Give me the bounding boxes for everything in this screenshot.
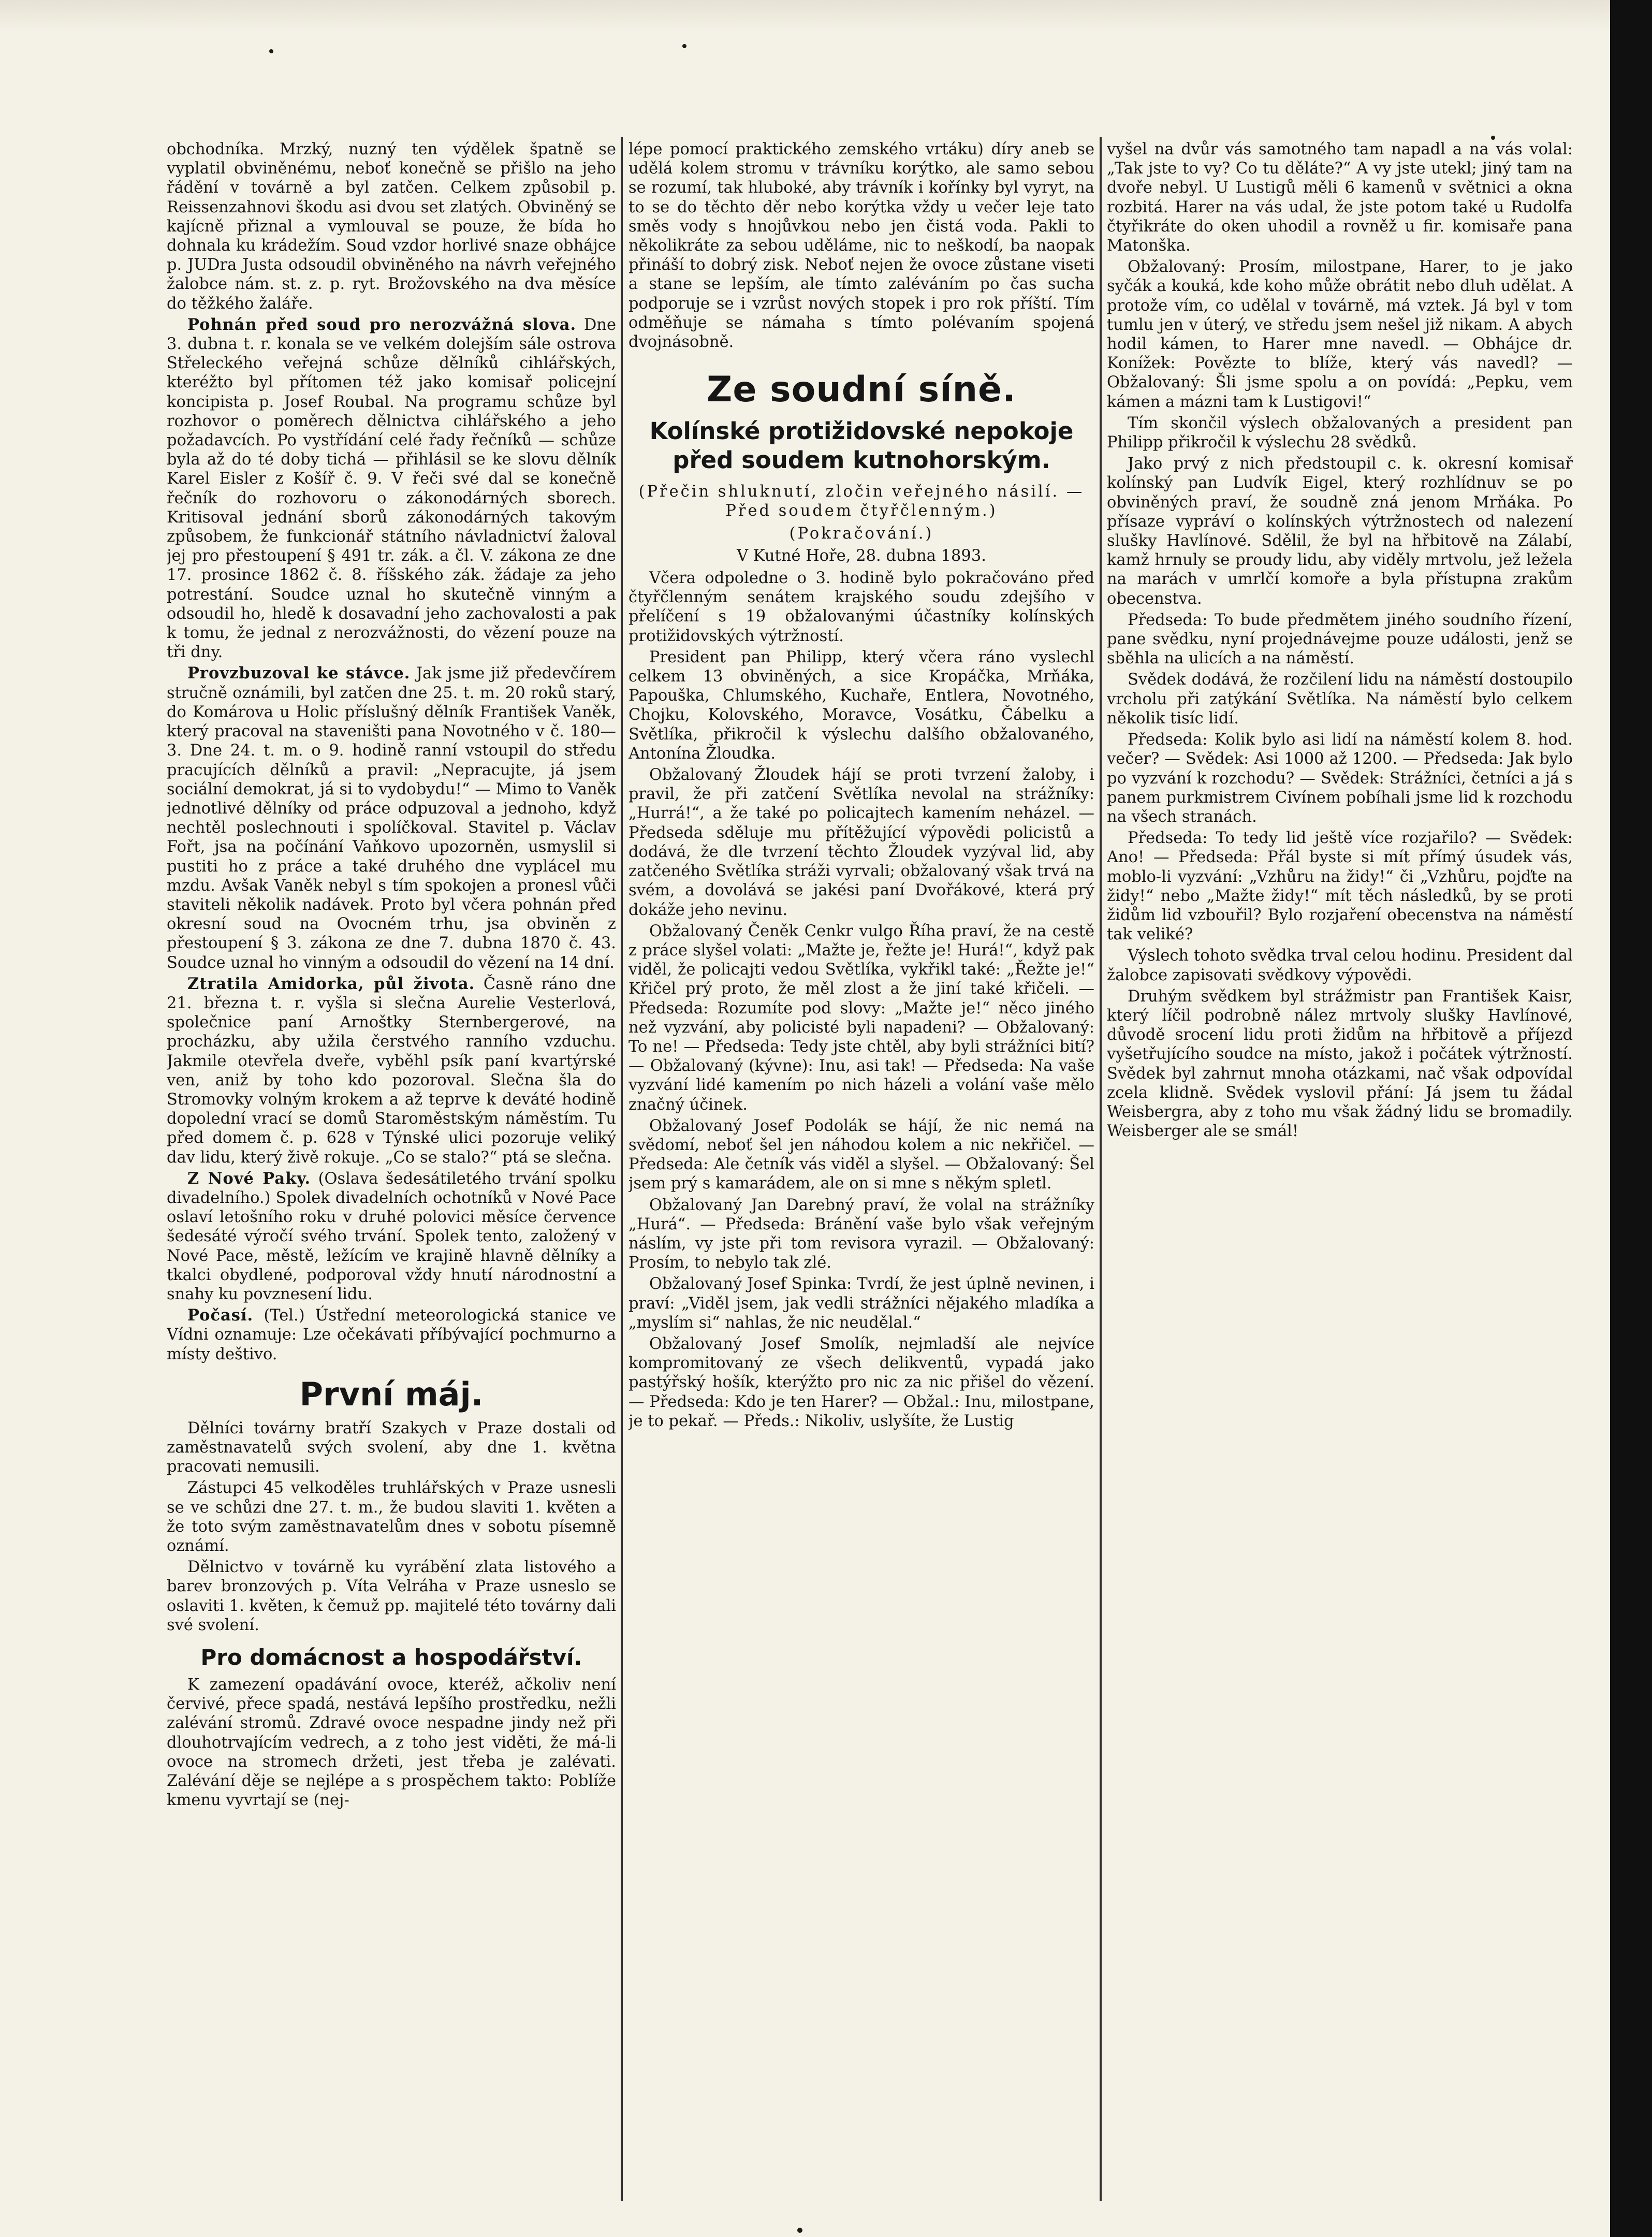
paragraph <box>167 975 616 1167</box>
paragraph: Obžalovaný Žloudek hájí se proti tvrzení žaloby, i pravil, že při zatčení Světlíka nevolal na strážníky: „Hurrá!“, a že také po policajtech kamením neházel. — Předseda sděluje mu přítěžující výpovědi policistů a dodává, že dle tvrzení těchto Žloudek vyzýval lid, aby zatčeného Světlíka stráži vyrvali; obžalovaný však trvá na svém, a dovolává se jakési paní Dvořákové, která prý dokáže jeho nevinu. <box>628 766 1094 919</box>
paragraph <box>167 315 616 662</box>
section-heading: Pro domácnost a hospodářství. <box>200 1645 582 1671</box>
paragraph: Obžalovaný Jan Darebný praví, že volal na strážníky „Hurá“. — Předseda: Bránění vaše bylo však veřejným náslím, vy jste při tom revisora vyrazil. — Obžalovaný: Prosím, to nebylo tak zlé. <box>628 1196 1094 1272</box>
paragraph-lead: Pohnán před soud pro nerozvážná slova. <box>187 315 577 334</box>
paragraph: Dělníci továrny bratří Szakych v Praze dostali od zaměstnavatelů svých svolení, aby dne 1. května pracovati nemusili. <box>167 1419 616 1476</box>
paragraph: Výslech tohoto svědka trval celou hodinu. President dal žalobce zapisovati svědkovy výpovědi. <box>1107 947 1573 984</box>
paragraph: Dělnictvo v továrně ku vyrábění zlata listového a barev bronzových p. Víta Velráha v Praze usneslo se oslaviti 1. květen, k čemuž pp. majitelé této továrny dali své svolení. <box>167 1558 616 1634</box>
column-right <box>1107 140 1573 2206</box>
scan-speck <box>682 44 686 48</box>
article-dateline: V Kutné Hoře, 28. dubna 1893. <box>737 546 986 565</box>
paragraph: Předseda: To bude předmětem jiného soudního řízení, pane svědku, nyní projednávejme pouze události, jenž se sběhla na ulicích a na náměstí. <box>1107 611 1573 668</box>
paragraph: Tím skončil výslech obžalovaných a president pan Philipp přikročil k výslechu 28 svědků. <box>1107 414 1573 452</box>
paragraph: Druhým svědkem byl strážmistr pan František Kaisr, který líčil podrobně nález mrtvoly slušky Havlínové, důvodě srocení lidu proti židům na hřbitově a příjezd vyšetřujícího soudce na místo, jakož i počátek výtržností. Svědek byl zahrnut mnoha otázkami, nač však odpovídal zcela klidně. Svědek vyslovil přání: Já jsem tu žádal Weisbergra, aby z toho mu však žádný lidu se bromadily. Weisberger ale se smál! <box>1107 987 1573 1141</box>
paragraph-text: Časně ráno dne 21. března t. r. vyšla si slečna Aurelie Vesterlová, společnice paní Arnoštky Sternbergerové, na procházku, aby užila čerstvého ranního vzduchu. Jakmile otevřela dveře, vyběhl psík paní kvartýrské ven, aniž by toho kdo pozoroval. Slečna šla do Stromovky volným krokem a až teprve k deváté hodině dopolední vrací se domů Staroměstským náměstím. Tu před domem č. p. 628 v Týnské ulici pozoruje veliký dav lidu, který živě rokuje. „Co se stalo?“ ptá se slečna. <box>167 975 616 1167</box>
paragraph <box>167 664 616 972</box>
paragraph: vyšel na dvůr vás samotného tam napadl a na vás volal: „Tak jste to vy? Co tu děláte?“ A vy jste utekl; jiný tam na dvoře nebyl. U Lustigů měli 6 kamenů v světnici a okna rozbitá. Harer na vás udal, že jste potom také u Rudolfa čtyřikráte do oken uhodil a rovněž u fir. komisaře pana Matonška. <box>1107 140 1573 255</box>
section-heading: První máj. <box>299 1375 484 1413</box>
section-heading: Ze soudní síně. <box>707 369 1016 411</box>
scan-right-edge <box>1610 0 1652 2237</box>
paragraph: Obžalovaný Josef Podolák se hájí, že nic nemá na svědomí, neboť šel jen náhodou kolem a nic nekřičel. — Předseda: Ale četník vás viděl a slyšel. — Obžalovaný: Šel jsem prý s kamarádem, ale on si mne s někým spletl. <box>628 1116 1094 1193</box>
paragraph: Obžalovaný: Prosím, milostpane, Harer, to je jako syčák a kouká, kde koho může obrátit nebo dluh udělat. A protože vím, co udělal v továrně, má vztek. Já byl v tom tumlu jen v úterý, ve středu jsem nešel již nikam. A abych hodil kámen, to Harer mne navedl. — Obhájce dr. Konížek: Povězte to blíže, který vás navedl? — Obžalovaný: Šli jsme spolu a on povídá: „Pepku, vem kámen a mázni tam k Lustigovi!“ <box>1107 258 1573 411</box>
column-middle <box>628 140 1094 2206</box>
column-left <box>167 140 616 2206</box>
paragraph: Předseda: To tedy lid ještě více rozjařilo? — Svědek: Ano! — Předseda: Přál byste si mít přímý úsudek vás, moblo-li vyzvání: „Vzhůru na židy!“ či „Vzhůru, pojďte na židy!“ nebo „Mažte židy!“ mít těch následků, by se proti židům lid vzbouřil? Bylo rozjaření obecenstva na náměstí tak veliké? <box>1107 829 1573 944</box>
paragraph <box>167 1306 616 1364</box>
paragraph-text: (Oslava šedesátiletého trvání spolku divadelního.) Spolek divadelních ochotníků v Nové Pace oslaví letošního roku v druhé polovici měsíce července šedesáté výročí svého trvání. Spolek tento, založený v Nové Pace, městě, ležícím ve krajině hlavně dělníky a tkalci obydlené, podporoval vždy hnutí národnostní a snahy ku povznesení lidu. <box>167 1169 616 1303</box>
paragraph: Obžalovaný Josef Spinka: Tvrdí, že jest úplně nevinen, i praví: „Viděl jsem, jak vedli strážníci nějakého mladíka a „myslím si“ nahlas, že nic neudělal.“ <box>628 1275 1094 1332</box>
column-rule <box>621 137 623 2201</box>
paragraph-lead: Provzbuzoval ke stávce. <box>187 664 411 683</box>
scan-speck <box>269 49 273 53</box>
paragraph-lead: Počasí. <box>187 1306 254 1325</box>
article-headline: Kolínské protižidovské nepokoje před soudem kutnohorským. <box>649 417 1074 474</box>
paragraph: Včera odpoledne o 3. hodině bylo pokračováno před čtyřčlenným senátem krajského soudu zdejšího v přelíčení s 19 obžalovanými účastníky kolínských protižidovských výtržností. <box>628 569 1094 645</box>
scan-top-margin <box>0 0 1652 31</box>
paragraph: Jako prvý z nich předstoupil c. k. okresní komisař kolínský pan Ludvík Eigel, který rozhlídnuv se po obviněných praví, že soudně zná jenom Mrňáka. Po přísaze vypráví o kolínských výtržnostech od nalezení slušky Havlínové. Sdělil, že byl na hřbitově na Zálabí, kamž hrnuly se proudy lidu, aby viděly mrtvolu, jež ležela na marách v umrlčí komoře a byla přístupna zrakům obecenstva. <box>1107 455 1573 608</box>
paragraph-lead: Ztratila Amidorka, půl života. <box>187 974 475 993</box>
article-continuation: (Pokračování.) <box>789 524 934 543</box>
paragraph: obchodníka. Mrzký, nuzný ten výdělek špatně se vyplatil obviněnému, neboť konečně se přišlo na jeho řádění v továrně a byl zatčen. Celkem způsobil p. Reissenzahnovi škodu asi dvou set zlatých. Obviněný se kajícně přiznal a vymlouval se pouze, že bída ho dohnala ku krádežím. Soud vzdor horlivé snaze obhájce p. JUDra Justa odsoudil obviněného na návrh veřejného žalobce nám. st. z. p. ryt. Brožovského na dva měsíce do těžkého žaláře. <box>167 140 616 313</box>
scan-speck <box>1491 136 1495 140</box>
paragraph: Zástupci 45 velkoděles truhlářských v Praze usnesli se ve schůzi dne 27. t. m., že budou slaviti 1. květen a že toto svým zaměstnavatelům dnes v sobotu písemně oznámí. <box>167 1479 616 1556</box>
paragraph-text: (Tel.) Ústřední meteorologická stanice ve Vídni oznamuje: Lze očekávati příbývající pochmurno a místy deštivo. <box>167 1306 616 1363</box>
column-rule <box>1100 137 1102 2201</box>
paragraph-text: Jak jsme již předevčírem stručně oznámili, byl zatčen dne 25. t. m. 20 roků starý, do Komárova u Holic příslušný dělník František Vaněk, který pracoval na staveništi pana Novotného v č. 180—3. Dne 24. t. m. o 9. hodině ranní vstoupil do středu pracujících dělníků a pravil: „Nepracujte, já jsem sociální demokrat, já si to vydobydu!“ — Mimo to Vaněk jednotlivé dělníky od práce odpuzoval a jednoho, když nechtěl poslechnouti i spolíčkoval. Stavitel p. Václav Fořt, jsa na počínání Vaňkovo upozorněn, usmyslil si pustiti ho z práce a také druhého dne vyplácel mu mzdu. Avšak Vaněk nebyl s tím spokojen a pronesl vůči staviteli několik nadávek. Proto byl včera pohnán před okresní soud na Ovocném trhu, jsa obviněn z přestoupení § 3. zákona ze dne 7. dubna 1870 č. 43. Soudce uznal ho vinným a odsoudil do vězení na 14 dní. <box>167 664 616 972</box>
paragraph: Předseda: Kolik bylo asi lidí na náměstí kolem 8. hod. večer? — Svědek: Asi 1000 až 1200. — Předseda: Jak bylo po vyzvání k rozchodu? — Svědek: Strážníci, četníci a já s panem purkmistrem Civínem pobíhali jsme lid k rozchodu na všech stranách. <box>1107 731 1573 826</box>
scan-speck <box>797 2228 802 2233</box>
paragraph: President pan Philipp, který včera ráno vyslechl celkem 13 obviněných, a sice Kropáčka, Mrňáka, Papouška, Chlumského, Kuchaře, Entlera, Novotného, Chojku, Kolovského, Moravce, Vosátku, Čábelku a Světlíka, přikročil k výslechu dalšího obžalovaného, Antonína Žloudka. <box>628 648 1094 763</box>
paragraph: K zamezení opadávání ovoce, kteréž, ačkoliv není červivé, přece spadá, nestává lepšího prostředku, nežli zalévání stromů. Zdravé ovoce nespadne jindy než při dlouhotrvajícím vedrech, a z toho jest viděti, že má-li ovoce na stromech držeti, jest třeba je zalévati. Zalévání děje se nejlépe a s prospěchem takto: Poblíže kmenu vyvrtají se (nej- <box>167 1676 616 1810</box>
paragraph: Obžalovaný Josef Smolík, nejmladší ale nejvíce kompromitovaný ze všech delikventů, vypadá jako pastýřský hošík, kterýžto pro nic za nic přišel do vězení. — Předseda: Kdo je ten Harer? — Obžal.: Inu, milostpane, je to pekař. — Předs.: Nikoliv, uslyšíte, že Lustig <box>628 1334 1094 1430</box>
paragraph-text: Dne 3. dubna t. r. konala se ve velkém dolejším sále ostrova Střeleckého veřejná schůze dělníků cihlářských, kteréžto byl přítomen též jako komisař policejní koncipista p. Josef Roubal. Na programu schůze byl rozhovor o poměrech dělnictva cihlářského a jeho požadavcích. Po vystřídání celé řady řečníků — schůze byla až do té doby tichá — přihlásil se ke slovu dělník Karel Eisler z Košíř č. 9. V řeči své dal se konečně řečník do rozhovoru o zákonodárných sborech. Kritisoval jednání sborů zákonodárných takovým způsobem, že funkcionář státního návladnictví žaloval jej pro přestoupení § 491 tr. zák. a čl. V. zákona ze dne 17. prosince 1862 č. 8. říšského zák. žádaje za jeho potrestání. Soudce uznal ho skutečně vinným a odsoudil ho, hledě k dosavadní jeho zachovalosti a pak k tomu, že jednal z nerozvážnosti, do vězení pouze na tři dny. <box>167 315 616 662</box>
paragraph: Obžalovaný Čeněk Cenkr vulgo Říha praví, že na cestě z práce slyšel volati: „Mažte je, řežte je! Hurá!“, když pak viděl, že policajti vedou Světlíka, vykřikl také: „Řežte je!“ Křičel prý proto, že měl zlost a že jiní také křičeli. — Předseda: Rozumíte pod slovy: „Mažte je!“ něco jiného než vyzvání, aby policisté byli napadeni? — Obžalovaný: To ne! — Předseda: Tedy jste chtěl, aby byli strážníci bití? — Obžalovaný (kývne): Inu, asi tak! — Předseda: Na vaše vyzvání lidé kamením po nich házeli a volání vaše mělo značný účinek. <box>628 922 1094 1114</box>
paragraph: Svědek dodává, že rozčilení lidu na náměstí dostoupilo vrcholu při zatýkání Světlíka. Na náměstí bylo celkem několik tisíc lidí. <box>1107 671 1573 728</box>
paragraph <box>167 1169 616 1304</box>
article-subtitle: (Přečin shluknutí, zločin veřejného násilí. — Před soudem čtyřčlenným.) <box>638 483 1085 520</box>
paragraph: lépe pomocí praktického zemského vrtáku) díry aneb se udělá kolem stromu v trávníku korýtko, ale samo sebou se rozumí, tak hluboké, aby trávník i kořínky byl vyryt, na to se do těchto děr nebo korýtka vždy u večer leje tato směs vody s hnojůvkou nebo jen čistá voda. Pakli to několikráte za sebou uděláme, nic to neškodí, ba naopak přináší to dobrý zisk. Neboť nejen že ovoce zůstane viseti a stane se lepším, ale tímto zaléváním po čas sucha podporuje se i vzrůst nových stopek i pro rok příští. Tím odměňuje se námaha s tímto polévaním spojená dvojnásobně. <box>628 140 1094 352</box>
paragraph-lead: Z Nové Paky. <box>187 1169 311 1188</box>
